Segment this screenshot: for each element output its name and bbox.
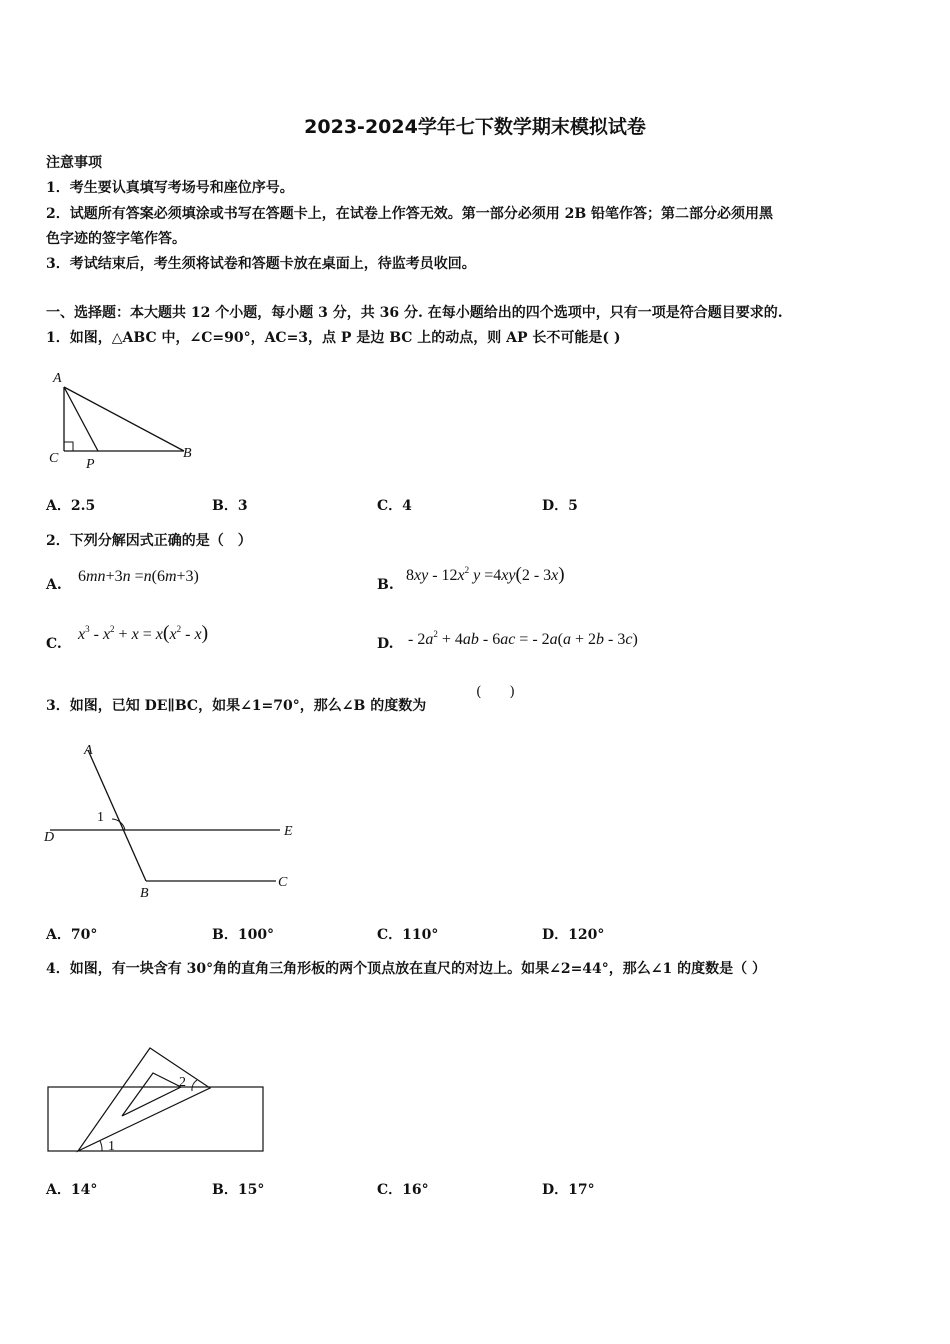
question-4-stem: 4．如图，有一块含有 30°角的直角三角形板的两个顶点放在直尺的对边上。如果∠2=44°，那么∠1 的度数是（ ） [46, 961, 766, 977]
q3-option-a[interactable]: A．70° [46, 927, 98, 943]
triangle-board-inner [122, 1073, 181, 1116]
q1-option-d[interactable]: D．5 [542, 498, 578, 514]
q2-option-a-formula: 6mn+3n =n(6m+3) [78, 568, 199, 585]
q4-option-b[interactable]: B．15° [212, 1182, 265, 1198]
q2-option-d-letter[interactable]: D. [377, 636, 394, 652]
q2-option-c-letter[interactable]: C. [46, 636, 62, 652]
q4-label-1: 1 [108, 1139, 115, 1154]
q2-option-d-formula: - $2a^2 + 4ab - 6ac$ = - 2a(a + 2b - 3c) [408, 629, 638, 648]
q4-label-2: 2 [179, 1075, 186, 1090]
q1-option-b[interactable]: B．3 [212, 498, 248, 514]
q1-label-b: B [183, 446, 192, 461]
q3-answer-paren: ( ) [476, 684, 515, 700]
q1-triangle-figure [44, 364, 204, 474]
q1-label-a: A [53, 371, 62, 386]
section-heading: 一、选择题：本大题共 12 个小题，每小题 3 分，共 36 分. 在每小题给出的四个选项中，只有一项是符合题目要求的. [46, 305, 783, 321]
notice-heading: 注意事项 [46, 155, 102, 171]
q3-option-d[interactable]: D．120° [542, 927, 605, 943]
question-1-stem: 1．如图，△ABC 中，∠C=90°，AC=3，点 P 是边 BC 上的动点，则 AP 长不可能是( ) [46, 330, 621, 346]
q3-label-c: C [278, 875, 288, 890]
q4-option-a[interactable]: A．14° [46, 1182, 98, 1198]
q3-label-b: B [140, 886, 149, 901]
q4-option-d[interactable]: D．17° [542, 1182, 595, 1198]
q2-option-c-formula: $x^3 - x^2 + x = x(x^2 - x)$ [78, 622, 209, 644]
q3-option-b[interactable]: B．100° [212, 927, 275, 943]
q1-option-c[interactable]: C．4 [377, 498, 412, 514]
page-title: 2023-2024学年七下数学期末模拟试卷 [304, 116, 646, 138]
q2-option-a-letter[interactable]: A. [46, 577, 62, 593]
q3-label-d: D [44, 830, 55, 845]
q1-label-p: P [86, 457, 95, 472]
q4-ruler-triangle-figure [40, 1040, 280, 1160]
ruler-shape [48, 1087, 263, 1151]
triangle-board-outer [78, 1048, 210, 1151]
notice-item: 2．试题所有答案必须填涂或书写在答题卡上，在试卷上作答无效。第一部分必须用 2B 铅笔作答；第二部分必须用黑 [46, 206, 774, 222]
q3-label-e: E [284, 824, 293, 839]
q1-label-c: C [49, 451, 59, 466]
q4-option-c[interactable]: C．16° [377, 1182, 429, 1198]
notice-item: 色字迹的签字笔作答。 [46, 231, 186, 247]
q2-option-b-letter[interactable]: B. [377, 577, 394, 593]
q3-option-c[interactable]: C．110° [377, 927, 439, 943]
q3-label-1: 1 [97, 810, 104, 825]
q3-label-a: A [84, 743, 93, 758]
q1-option-a[interactable]: A．2.5 [46, 498, 96, 514]
q2-option-b-formula: $8xy - 12x^2$ y =4xy(2 - 3x) [406, 564, 565, 585]
question-2-stem: 2．下列分解因式正确的是（ ） [46, 533, 252, 549]
q3-parallel-figure [40, 738, 310, 903]
notice-item: 1．考生要认真填写考场号和座位序号。 [46, 180, 294, 196]
question-3-stem: 3．如图，已知 DE∥BC，如果∠1=70°，那么∠B 的度数为 [46, 698, 427, 714]
notice-item: 3．考试结束后，考生须将试卷和答题卡放在桌面上，待监考员收回。 [46, 256, 476, 272]
